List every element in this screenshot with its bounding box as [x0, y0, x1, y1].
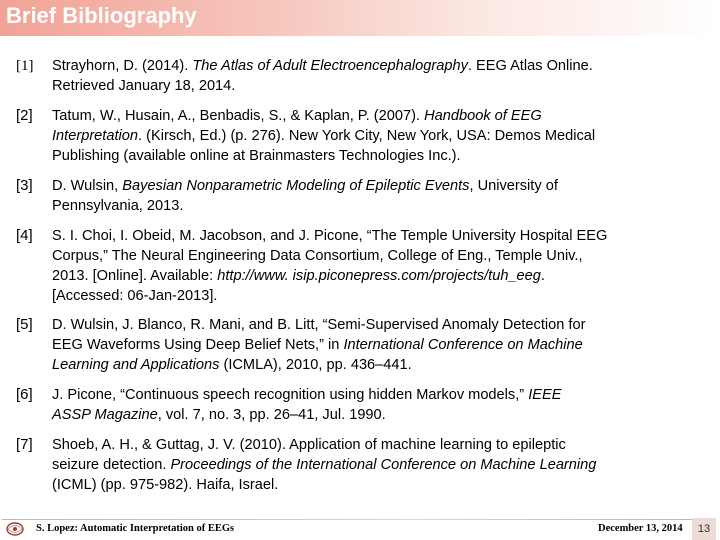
slide-title: Brief Bibliography	[6, 3, 197, 28]
text-segment: Tatum, W., Husain, A., Benbadis, S., & Kaplan, P. (2007).	[52, 108, 425, 124]
reference-line	[52, 56, 692, 76]
italic-segment: Learning and Applications	[52, 357, 220, 373]
page-number-box	[692, 518, 716, 540]
text-segment: [Accessed: 06-Jan-2013].	[52, 288, 218, 304]
reference-number: [2]	[16, 107, 33, 124]
italic-segment: The Atlas of Adult Electroencephalography	[192, 58, 468, 74]
italic-segment: Interpretation	[52, 128, 138, 144]
reference-number: [3]	[16, 177, 33, 194]
reference-line	[52, 196, 692, 216]
reference-line	[52, 455, 692, 475]
reference-text	[52, 106, 692, 166]
text-segment: J. Picone, “Continuous speech recognition using hidden Markov models,”	[52, 387, 529, 403]
text-segment: Corpus,” The Neural Engineering Data Consortium, College of Eng., Temple Univ.,	[52, 248, 583, 264]
italic-segment: http://www. isip.piconepress.com/projects/tuh_eeg	[217, 268, 541, 284]
text-segment: .	[540, 268, 545, 284]
text-segment: Strayhorn, D. (2014).	[52, 58, 193, 74]
footer-divider	[2, 519, 692, 520]
italic-segment: ASSP Magazine	[52, 407, 158, 423]
reference-number: [4]	[16, 227, 33, 244]
reference-line	[52, 76, 692, 96]
reference-line	[52, 146, 692, 166]
reference-number: [6]	[16, 386, 33, 403]
reference-number: [1]	[16, 58, 34, 74]
slide-footer	[0, 516, 720, 540]
reference-line	[52, 126, 692, 146]
footer-date: December 13, 2014	[598, 523, 683, 534]
reference-line	[52, 266, 692, 286]
italic-segment: Handbook of EEG	[424, 108, 542, 124]
reference-line	[52, 226, 692, 246]
page-number: 13	[697, 523, 711, 535]
text-segment: Shoeb, A. H., & Guttag, J. V. (2010). Application of machine learning to epileptic	[52, 437, 566, 453]
text-segment: Publishing (available online at Brainmasters Technologies Inc.).	[52, 148, 461, 164]
text-segment: (ICML) (pp. 975-982). Haifa, Israel.	[52, 477, 279, 493]
italic-segment: International Conference on Machine	[343, 337, 583, 353]
reference-line	[52, 475, 692, 495]
reference-line	[52, 405, 692, 425]
reference-line	[52, 286, 692, 306]
italic-segment: Proceedings of the International Conference on Machine Learning	[170, 457, 597, 473]
reference-line	[52, 176, 692, 196]
footer-author-title: S. Lopez: Automatic Interpretation of EEGs	[36, 523, 235, 534]
text-segment: S. I. Choi, I. Obeid, M. Jacobson, and J. Picone, “The Temple University Hospital EEG	[52, 228, 608, 244]
text-segment: D. Wulsin,	[52, 178, 123, 194]
reference-line	[52, 246, 692, 266]
text-segment: D. Wulsin, J. Blanco, R. Mani, and B. Litt, “Semi-Supervised Anomaly Detection for	[52, 317, 586, 333]
reference-line	[52, 315, 692, 335]
reference-line	[52, 435, 692, 455]
reference-text	[52, 435, 692, 495]
text-segment: , vol. 7, no. 3, pp. 26–41, Jul. 1990.	[157, 407, 386, 423]
reference-line	[52, 335, 692, 355]
text-segment: Pennsylvania, 2013.	[52, 198, 184, 214]
reference-line	[52, 106, 692, 126]
reference-number: [7]	[16, 436, 33, 453]
text-segment: , University of	[469, 178, 558, 194]
reference-line	[52, 385, 692, 405]
reference-line	[52, 355, 692, 375]
text-segment: . EEG Atlas Online.	[467, 58, 593, 74]
text-segment: (ICMLA), 2010, pp. 436–441.	[219, 357, 412, 373]
text-segment: Retrieved January 18, 2014.	[52, 78, 236, 94]
reference-text	[52, 385, 692, 425]
text-segment: 2013. [Online]. Available:	[52, 268, 218, 284]
title-bar	[0, 0, 720, 36]
text-segment: seizure detection.	[52, 457, 171, 473]
reference-text	[52, 176, 692, 216]
reference-text	[52, 226, 692, 306]
italic-segment: IEEE	[528, 387, 562, 403]
temple-logo-icon	[6, 521, 24, 537]
reference-text	[52, 315, 692, 375]
text-segment: . (Kirsch, Ed.) (p. 276). New York City, New York, USA: Demos Medical	[138, 128, 596, 144]
italic-segment: Bayesian Nonparametric Modeling of Epileptic Events	[122, 178, 470, 194]
reference-number: [5]	[16, 316, 33, 333]
reference-text	[52, 56, 692, 96]
text-segment: EEG Waveforms Using Deep Belief Nets,” in	[52, 337, 344, 353]
